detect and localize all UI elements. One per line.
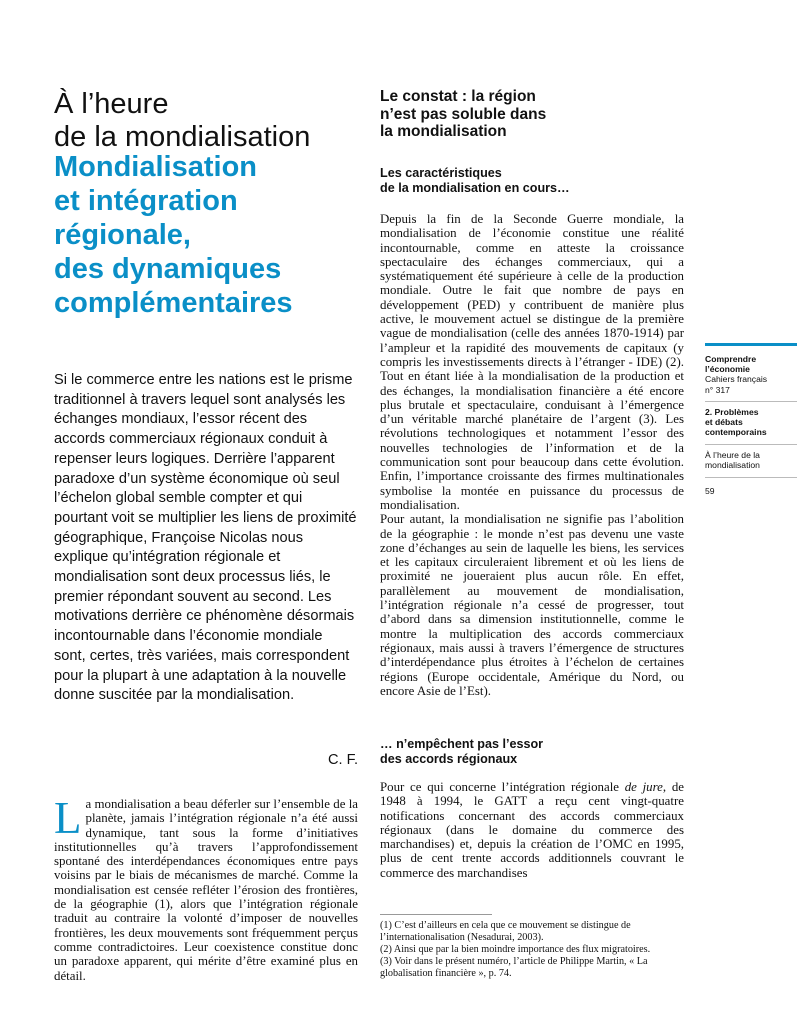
sidebar-publication bbox=[705, 354, 797, 395]
footnote: (3) Voir dans le présent numéro, l’article de Philippe Martin, « La globalisation financière », p. 74. bbox=[380, 955, 648, 979]
chapo: Si le commerce entre les nations est le prisme traditionnel à travers lequel sont analysés les échanges mondiaux, l’essor récent des accords commerciaux régionaux conduit à repenser leurs logiques. Derrière l’apparent paradoxe d’un système économique où seul l’échelon global semble compter et qui pourtant voit se multiplier les liens de proximité géographique, Françoise Nicolas nous explique qu’intégration régionale et mondialisation sont deux processus liés, le premier répondant souvent au second. Les motivations derrière ce phénomène désormais incontournable dans l’économie mondiale sont, certes, très variées, mais correspondent pour la plupart à une adaptation à la nouvelle donne suscitée par la mondialisation. bbox=[54, 372, 357, 704]
section-heading bbox=[380, 88, 680, 141]
page-number: 59 bbox=[705, 486, 715, 496]
subheading-line: … n’empêchent pas l’essor bbox=[380, 737, 544, 751]
kicker-line: À l’heure bbox=[54, 88, 169, 120]
publication-line: l’économie bbox=[705, 364, 750, 375]
body-italic: de jure bbox=[624, 780, 663, 794]
footnote: (2) Ainsi que par la bien moindre importance des flux migratoires. bbox=[380, 943, 651, 955]
drop-cap: L bbox=[54, 793, 82, 843]
body-paragraph bbox=[380, 780, 684, 880]
signature: C. F. bbox=[328, 752, 358, 768]
article-line: mondialisation bbox=[705, 460, 760, 471]
title-line: complémentaires bbox=[54, 287, 293, 319]
heading-line: Le constat : la région bbox=[380, 88, 536, 105]
heading-line: la mondialisation bbox=[380, 123, 507, 140]
publication-line: Comprendre bbox=[705, 354, 757, 364]
issue-line: Cahiers français bbox=[705, 374, 768, 385]
article-line: À l’heure de la bbox=[705, 450, 760, 460]
footnotes bbox=[380, 920, 684, 980]
sidebar-article bbox=[705, 450, 797, 470]
footnote-divider bbox=[380, 914, 492, 915]
body-text: , de 1948 à 1994, le GATT a reçu cent vingt-quatre notifications concernant des accords commerciaux régionaux (dans le domaine du commerce des marchandises) et, depuis la création de l’OMC en 1995, plus de cent trente accords additionnels couvrant le commerce des marchandises bbox=[380, 780, 684, 880]
subheading-1 bbox=[380, 166, 684, 195]
title-line: Mondialisation bbox=[54, 151, 257, 183]
subheading-line: Les caractéristiques bbox=[380, 166, 502, 180]
body-paragraph: Pour autant, la mondialisation ne signifie pas l’abolition de la géographie : le monde n’est pas devenu une vaste zone d’échanges au sein de laquelle les biens, les services et les capitaux circuleraient librement et où les liens de proximité ne joueraient plus aucun rôle. En effet, parallèlement au mouvement de mondialisation, l’intégration régionale n’a cessé de progresser, tout d’abord dans sa dimension institutionnelle, comme le montre la multiplication des accords commerciaux régionaux, mais aussi à travers l’émergence de structures d’interdépendance plus étroites à l’échelon de certaines régions (Europe occidentale, Amérique du Nord, ou encore Asie de l’Est). bbox=[380, 512, 684, 698]
kicker bbox=[54, 88, 354, 154]
subheading-2 bbox=[380, 737, 684, 766]
sidebar-divider bbox=[705, 477, 797, 478]
subheading-line: des accords régionaux bbox=[380, 751, 518, 766]
part-line: contemporains bbox=[705, 427, 767, 438]
title-line: et intégration bbox=[54, 185, 238, 217]
body-paragraph: Depuis la fin de la Seconde Guerre mondiale, la mondialisation de l’économie constitue une réalité incontournable, comme en atteste la croissance spectaculaire des échanges commerciaux, qui a systématiquement été supérieure à celle de la production mondiale. Outre le fait que nombre de pays en développement (PED) y contribuent de manière plus active, le mouvement actuel se distingue de la première vague de mondialisation (celle des années 1870-1914) par l’ampleur et la rapidité des mouvements de capitaux (y compris les investissements directs à l’étranger - IDE) (2). Tout en étant liée à la mondialisation de la production et des échanges, la mondialisation financière a été encore plus brutale et spectaculaire, conduisant à l’émergence d’un véritable marché planétaire de l’argent (3). Les révolutions technologiques et notamment l’essor des nouvelles technologies de l’information et de la communication sont pour beaucoup dans cette évolution. Enfin, l’importance croissante des firmes multinationales symbolise la montée en puissance du processus de mondialisation. bbox=[380, 212, 684, 512]
issue-line: n° 317 bbox=[705, 384, 730, 395]
subheading-line: de la mondialisation en cours… bbox=[380, 180, 570, 195]
part-line: et débats bbox=[705, 417, 743, 428]
sidebar-part bbox=[705, 407, 797, 438]
article-title bbox=[54, 150, 364, 320]
section1-body bbox=[380, 212, 684, 698]
body-text: Pour ce qui concerne l’intégration régionale bbox=[380, 780, 625, 794]
intro-text: a mondialisation a beau déferler sur l’ensemble de la planète, jamais l’intégration régionale n’a été aussi dynamique, tant sous la forme d’initiatives institutionnelles qu’à travers l’approfondissement spontané des interdépendances économiques entre pays voisins par le biais de mécanismes de marché. Comme la mondialisation est censée refléter l’érosion des frontières, de la géographie (1), alors que l’intégration régionale traduit au contraire la volonté d’imposer de nouvelles frontières, les deux mouvements sont fréquemment perçus comme contradictoires. Leur coexistence constitue donc un paradoxe apparent, qui mérite d’être examiné plus en détail. bbox=[54, 797, 358, 983]
sidebar-divider bbox=[705, 401, 797, 402]
sidebar-divider bbox=[705, 444, 797, 445]
intro-paragraph bbox=[54, 793, 358, 983]
section2-body bbox=[380, 780, 684, 880]
sidebar-accent-rule bbox=[705, 343, 797, 346]
title-line: régionale, bbox=[54, 219, 191, 251]
footnote: (1) C’est d’ailleurs en cela que ce mouvement se distingue de l’internationalisation (Nesadurai, 2003). bbox=[380, 920, 631, 943]
heading-line: n’est pas soluble dans bbox=[380, 105, 547, 123]
part-line: 2. Problèmes bbox=[705, 407, 759, 417]
title-line: des dynamiques bbox=[54, 253, 282, 285]
kicker-line: de la mondialisation bbox=[54, 121, 311, 153]
